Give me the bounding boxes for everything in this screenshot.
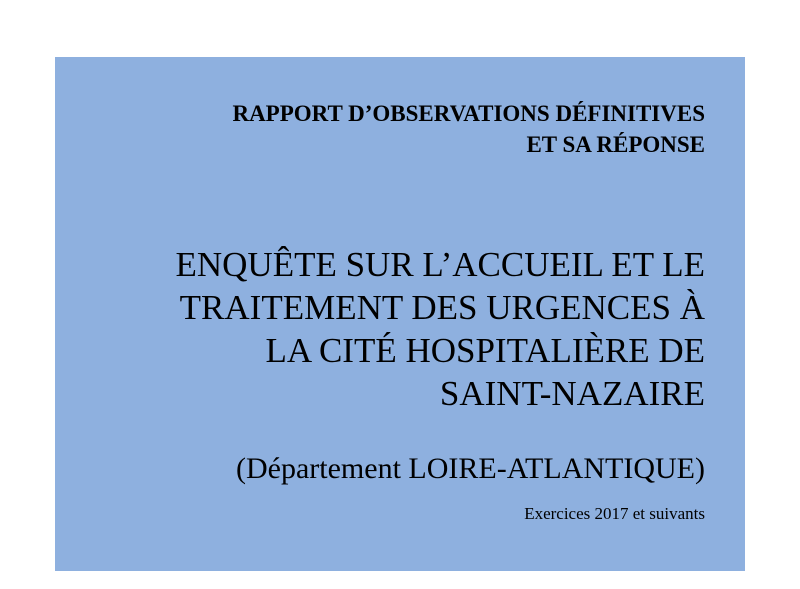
department-label: (Département LOIRE-ATLANTIQUE) bbox=[236, 452, 705, 485]
report-title-line-1: ENQUÊTE SUR L’ACCUEIL ET LE bbox=[175, 245, 705, 284]
period-label: Exercices 2017 et suivants bbox=[524, 504, 705, 523]
report-title-line-3: LA CITÉ HOSPITALIÈRE DE bbox=[265, 331, 705, 370]
cover-box bbox=[55, 57, 745, 571]
report-title bbox=[85, 243, 705, 415]
report-type-line-2: ET SA RÉPONSE bbox=[526, 132, 705, 157]
report-type-heading bbox=[232, 98, 705, 160]
report-type-line-1: RAPPORT D’OBSERVATIONS DÉFINITIVES bbox=[232, 101, 705, 126]
report-title-line-4: SAINT-NAZAIRE bbox=[439, 374, 705, 413]
report-title-line-2: TRAITEMENT DES URGENCES À bbox=[179, 288, 705, 327]
